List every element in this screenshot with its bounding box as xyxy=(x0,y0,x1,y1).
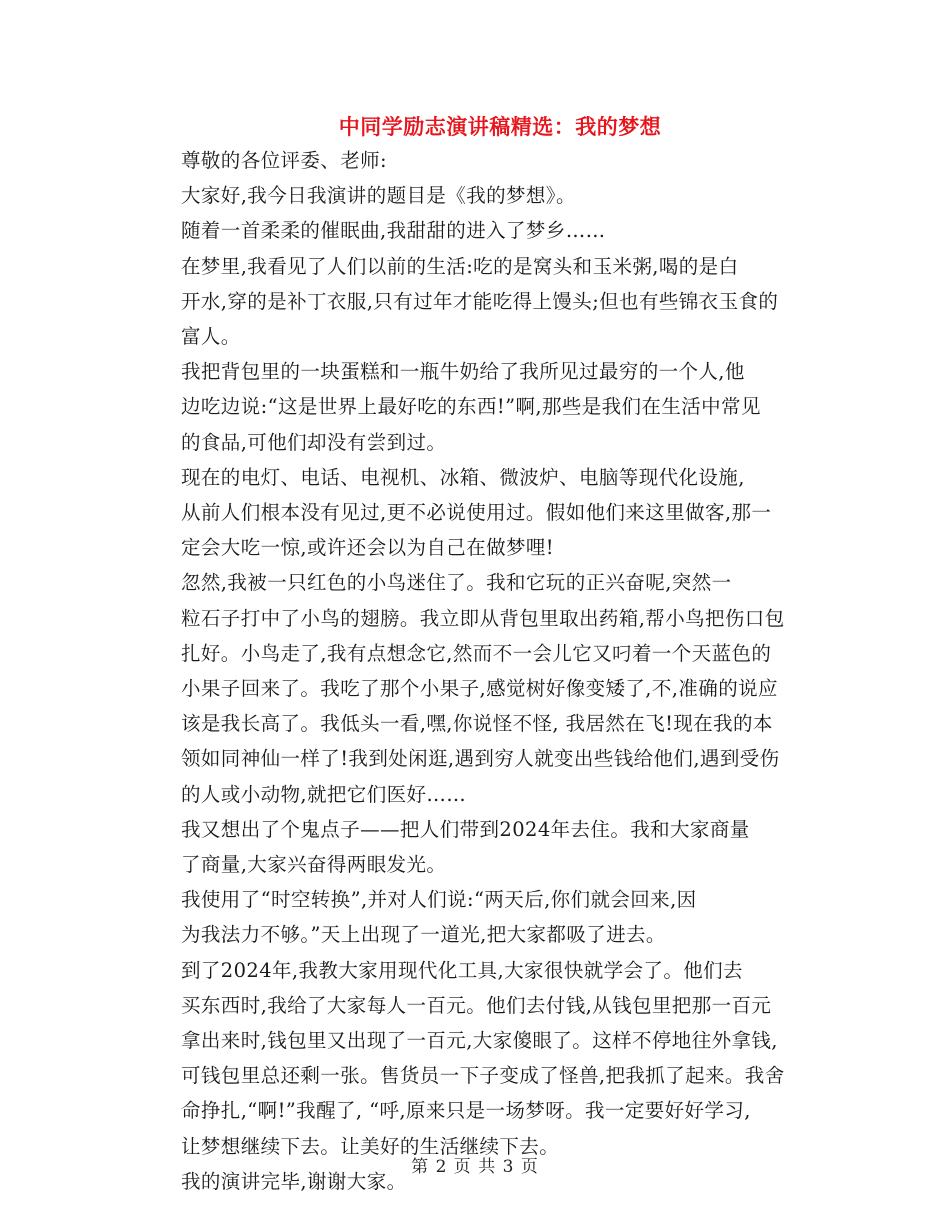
text-line: 小果子回来了。我吃了那个小果子,感觉树好像变矮了,不,准确的说应 xyxy=(181,677,778,701)
text-line: 现在的电灯、电话、电视机、冰箱、微波炉、电脑等现代化设施, xyxy=(181,465,745,489)
text-line: 扎好。小鸟走了,我有点想念它,然而不一会儿它又叼着一个天蓝色的 xyxy=(181,641,772,665)
paragraph xyxy=(142,882,810,952)
text-line: 开水,穿的是补丁衣服,只有过年才能吃得上馒头;但也有些锦衣玉食的 xyxy=(181,289,779,313)
text-line: 的食品,可他们却没有尝到过。 xyxy=(181,430,447,454)
text-line: 边吃边说:“这是世界上最好吃的东西!”啊,那些是我们在生活中常见 xyxy=(181,395,761,419)
text-line: 我使用了“时空转换”,并对人们说:“两天后,你们就会回来,因 xyxy=(181,888,697,912)
text-line: 了商量,大家兴奋得两眼发光。 xyxy=(181,853,447,877)
text-line: 粒石子打中了小鸟的翅膀。我立即从背包里取出药箱,帮小鸟把伤口包 xyxy=(181,606,785,630)
text-line: 该是我长高了。我低头一看,嘿,你说怪不怪, 我居然在飞!现在我的本 xyxy=(181,712,773,736)
document-title: 中同学励志演讲稿精选：我的梦想 xyxy=(338,114,662,139)
text-line: 富人。 xyxy=(181,325,241,349)
paragraph xyxy=(142,460,810,566)
text-line: 买东西时,我给了大家每人一百元。他们去付钱,从钱包里把那一百元 xyxy=(181,993,772,1017)
text-line: 在梦里,我看见了人们以前的生活:吃的是窝头和玉米粥,喝的是白 xyxy=(181,254,739,278)
paragraph xyxy=(142,143,810,178)
text-line: 命挣扎,“啊!”我醒了, “呼,原来只是一场梦呀。我一定要好好学习, xyxy=(181,1099,751,1123)
text-line: 定会大吃一惊,或许还会以为自己在做梦哩! xyxy=(181,536,555,560)
text-line: 随着一首柔柔的催眠曲,我甜甜的进入了梦乡…… xyxy=(181,219,606,243)
page-number: 第 2 页 共 3 页 xyxy=(411,1157,539,1177)
text-line: 为我法力不够。”天上出现了一道光,把大家都吸了进去。 xyxy=(181,923,666,947)
paragraph xyxy=(142,953,810,1164)
text-line: 尊敬的各位评委、老师: xyxy=(181,149,387,172)
paragraph xyxy=(142,249,810,355)
paragraph xyxy=(142,178,810,213)
paragraph xyxy=(142,565,810,811)
speech-body xyxy=(142,143,810,1199)
text-line: 让梦想继续下去。让美好的生活继续下去。 xyxy=(181,1134,560,1158)
text-line: 可钱包里总还剩一张。售货员一下子变成了怪兽,把我抓了起来。我舍 xyxy=(181,1064,785,1088)
text-line: 大家好,我今日我演讲的题目是《我的梦想》。 xyxy=(181,184,576,208)
text-line: 忽然,我被一只红色的小鸟迷住了。我和它玩的正兴奋呢,突然一 xyxy=(181,571,732,595)
paragraph xyxy=(142,812,810,882)
text-line: 从前人们根本没有见过,更不必说使用过。假如他们来这里做客,那一 xyxy=(181,501,772,525)
text-line: 我又想出了个鬼点子——把人们带到2024年去住。我和大家商量 xyxy=(181,817,750,841)
paragraph xyxy=(142,213,810,248)
text-line: 我的演讲完毕,谢谢大家。 xyxy=(181,1169,407,1193)
text-line: 到了2024年,我教大家用现代化工具,大家很快就学会了。他们去 xyxy=(181,958,743,982)
text-line: 的人或小动物,就把它们医好…… xyxy=(181,782,467,806)
text-line: 领如同神仙一样了!我到处闲逛,遇到穷人就变出些钱给他们,遇到受伤 xyxy=(181,747,780,771)
text-line: 拿出来时,钱包里又出现了一百元,大家傻眼了。这样不停地往外拿钱, xyxy=(181,1029,778,1053)
paragraph xyxy=(142,354,810,460)
text-line: 我把背包里的一块蛋糕和一瓶牛奶给了我所见过最穷的一个人,他 xyxy=(181,360,745,384)
